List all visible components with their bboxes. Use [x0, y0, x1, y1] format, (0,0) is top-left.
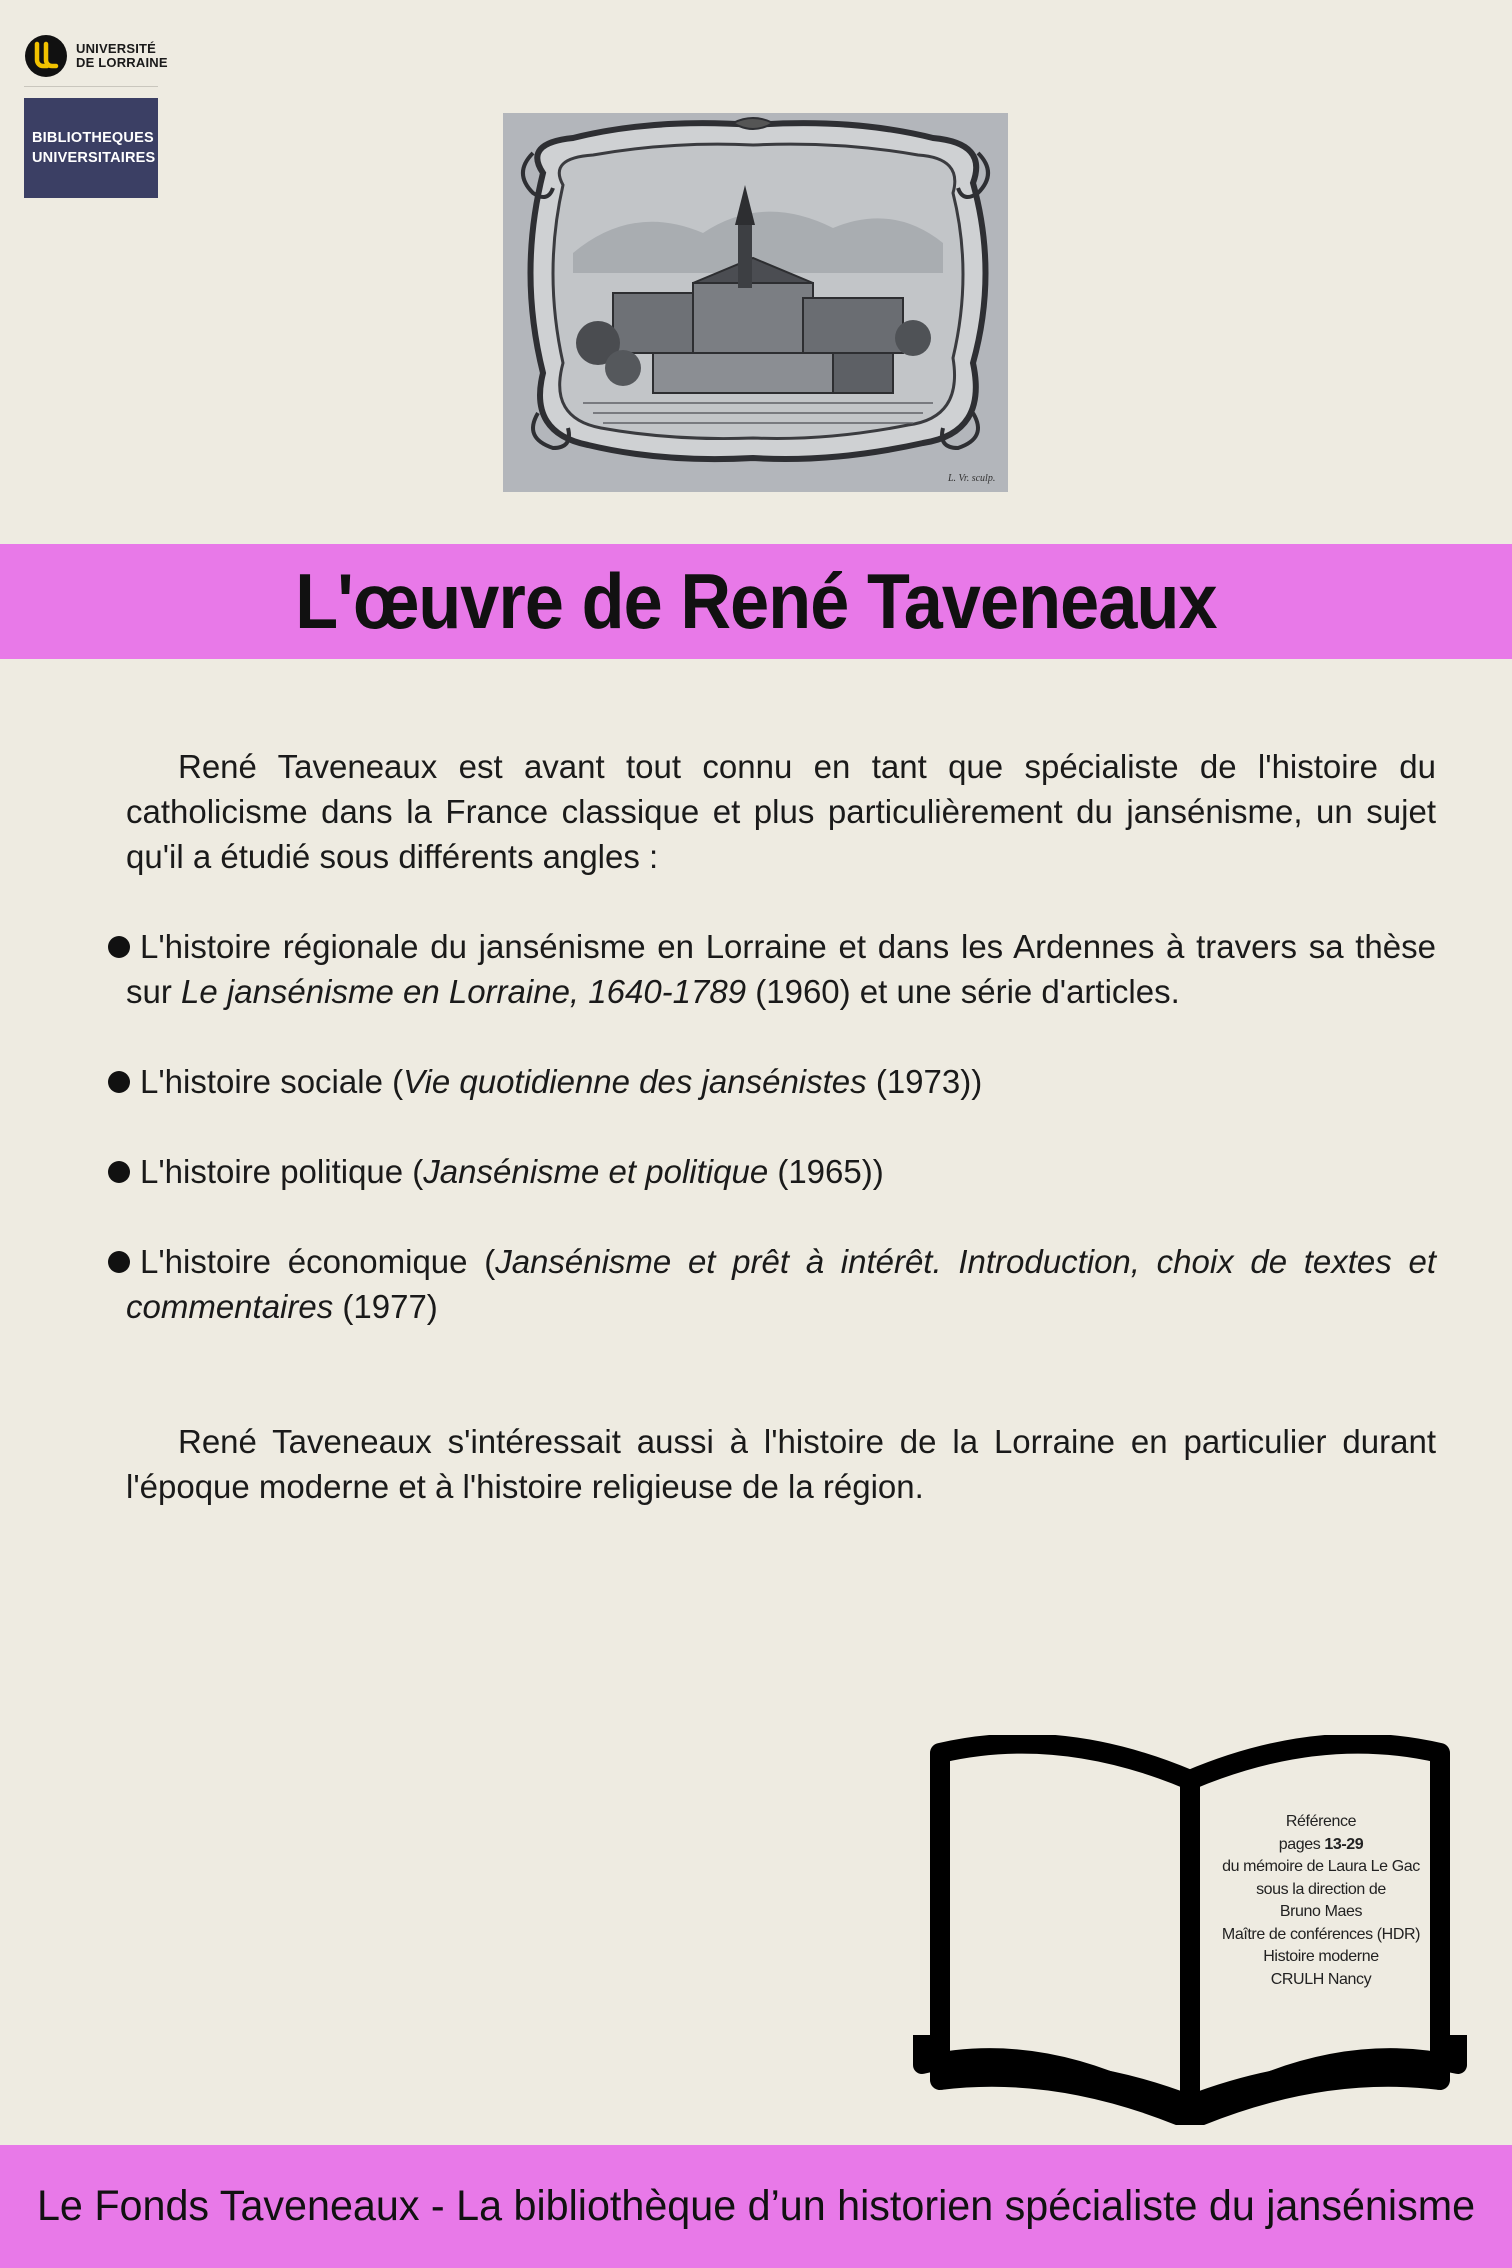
reference-label: Référence [1285, 1813, 1357, 1830]
bullet-item [126, 924, 1436, 1014]
bullet-item [126, 1239, 1436, 1329]
logo-library-line2: UNIVERSITAIRES [32, 150, 156, 166]
universite-de-lorraine-logo [24, 34, 168, 78]
intro-paragraph: René Taveneaux est avant tout connu en tant que spécialiste de l'histoire du catholicisme dans la France classique et plus particulièrement du jansénisme, un sujet qu'il a étudié sous différents angles : [126, 748, 1436, 875]
bibliotheques-universitaires-logo [24, 98, 158, 198]
reference-note [1210, 1811, 1432, 1991]
outro-paragraph: René Taveneaux s'intéressait aussi à l'histoire de la Lorraine en particulier durant l'époque moderne et à l'histoire religieuse de la région. [126, 1423, 1436, 1505]
title-band [0, 544, 1512, 659]
reference-direction: sous la direction de [1256, 1880, 1386, 1898]
bullet-dot-icon [108, 1071, 130, 1093]
reference-pages [1210, 1834, 1432, 1857]
logo-university-line1: UNIVERSITÉ [76, 41, 157, 56]
bullet-italic-title: Jansénisme et politique [423, 1153, 769, 1190]
logo-library-line1: BIBLIOTHEQUES [32, 130, 154, 146]
reference-memoir: du mémoire de Laura Le Gac [1222, 1858, 1420, 1875]
bullet-text: L'histoire économique ( [140, 1243, 496, 1280]
bullet-italic-title: Le jansénisme en Lorraine, 1640-1789 [181, 973, 747, 1010]
reference-field: Histoire moderne [1263, 1948, 1379, 1965]
reference-pages-range: 13-29 [1324, 1835, 1364, 1853]
bullet-item [126, 1059, 1436, 1104]
bullet-text: L'histoire régionale du jansénisme en Lorraine et dans les Ardennes à travers sa thèse sur [126, 928, 1436, 1010]
footer-band [0, 2145, 1512, 2268]
bullet-text: (1965)) [768, 1153, 884, 1190]
bullet-italic-title: Jansénisme et prêt à intérêt. Introduction, choix de textes et commentaires [126, 1243, 1436, 1325]
bullet-text: (1973)) [866, 1063, 983, 1100]
svg-text:L. Vr. sculp.: L. Vr. sculp. [948, 473, 996, 484]
bullet-text: L'histoire politique ( [140, 1153, 424, 1190]
main-content [126, 744, 1436, 1509]
reference-position: Maître de conférences (HDR) [1221, 1925, 1421, 1943]
reference-lab: CRULH Nancy [1270, 1970, 1372, 1988]
abbey-engraving-image [503, 113, 1008, 492]
bullet-dot-icon [108, 936, 130, 958]
bullet-item [126, 1149, 1436, 1194]
bullet-text: (1977) [333, 1288, 438, 1325]
page-title: L'œuvre de René Taveneaux [295, 557, 1217, 645]
reference-pages-prefix: pages [1278, 1835, 1325, 1853]
reference-supervisor: Bruno Maes [1279, 1903, 1363, 1920]
bullet-text: L'histoire sociale ( [140, 1063, 404, 1100]
logo-divider [24, 86, 158, 87]
bullet-italic-title: Vie quotidienne des jansénistes [403, 1063, 867, 1100]
ul-monogram-icon [24, 34, 68, 78]
bullet-text: (1960) et une série d'articles. [746, 973, 1180, 1010]
logo-university-line2: DE LORRAINE [76, 55, 168, 70]
bullet-dot-icon [108, 1161, 130, 1183]
bullet-dot-icon [108, 1251, 130, 1273]
footer-title: Le Fonds Taveneaux - La bibliothèque d’un historien spécialiste du jansénisme [36, 2182, 1476, 2230]
